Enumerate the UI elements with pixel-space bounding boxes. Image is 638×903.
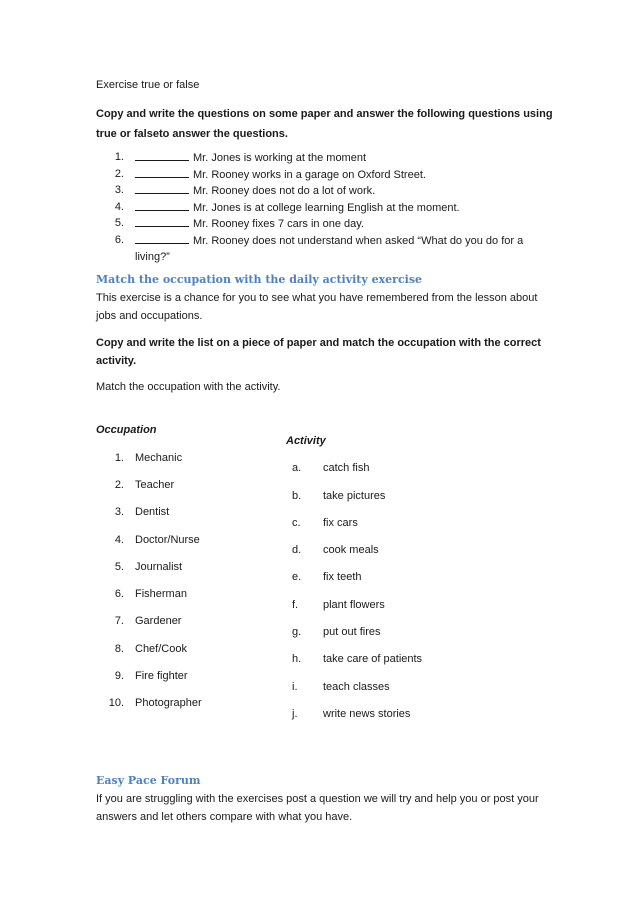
occupation-label: Mechanic: [135, 452, 183, 464]
occupation-number: 3.: [114, 506, 124, 518]
forum-text-line2: answers and let others compare with what you have.: [96, 811, 353, 823]
activity-label: cook meals: [323, 544, 379, 556]
occupation-label: Fire fighter: [135, 670, 188, 682]
activity-label: write news stories: [323, 708, 411, 720]
occupation-label: Chef/Cook: [135, 643, 187, 655]
occupation-number: 4.: [114, 534, 124, 546]
question-text: Mr. Rooney works in a garage on Oxford Street.: [193, 169, 426, 181]
answer-blank: [135, 233, 189, 244]
match-subinstruction: Match the occupation with the activity.: [96, 381, 281, 393]
occupation-label: Fisherman: [135, 588, 187, 600]
activity-letter: f.: [292, 599, 299, 611]
occupation-label: Teacher: [135, 479, 175, 491]
occupation-label: Dentist: [135, 506, 170, 518]
activity-label: take pictures: [323, 490, 386, 502]
question-text-continuation: living?”: [135, 251, 170, 263]
question-number: 6.: [114, 234, 124, 246]
activity-label: put out fires: [323, 626, 381, 638]
question-number: 2.: [114, 168, 124, 180]
activity-label: plant flowers: [323, 599, 385, 611]
occupation-number: 5.: [114, 561, 124, 573]
occupation-label: Doctor/Nurse: [135, 534, 200, 546]
activity-column-header: Activity: [286, 435, 326, 447]
match-instruction-line2: activity.: [96, 355, 137, 367]
occupation-number: 6.: [114, 588, 124, 600]
forum-section-heading: Easy Pace Forum: [96, 774, 201, 787]
answer-blank: [135, 150, 189, 161]
exercise-instruction-line1: Copy and write the questions on some paper and answer the following questions using: [96, 108, 553, 120]
occupation-number: 7.: [114, 615, 124, 627]
exercise-title: Exercise true or false: [96, 79, 200, 91]
answer-blank: [135, 183, 189, 194]
answer-blank: [135, 216, 189, 227]
occupation-number: 2.: [114, 479, 124, 491]
activity-label: fix teeth: [323, 571, 362, 583]
forum-text-line1: If you are struggling with the exercises post a question we will try and help you or post your: [96, 793, 539, 805]
activity-letter: i.: [292, 681, 298, 693]
answer-blank: [135, 200, 189, 211]
activity-letter: g.: [292, 626, 302, 638]
match-intro-line1: This exercise is a chance for you to see what you have remembered from the lesson about: [96, 292, 538, 304]
activity-letter: d.: [292, 544, 302, 556]
question-text: Mr. Rooney does not understand when asked “What do you do for a: [193, 235, 524, 247]
activity-letter: h.: [292, 653, 302, 665]
activity-letter: j.: [292, 708, 298, 720]
occupation-number: 10.: [108, 697, 124, 709]
activity-letter: b.: [292, 490, 302, 502]
activity-label: teach classes: [323, 681, 390, 693]
question-number: 4.: [114, 201, 124, 213]
occupation-label: Photographer: [135, 697, 202, 709]
occupation-column-header: Occupation: [96, 424, 157, 436]
activity-letter: c.: [292, 517, 301, 529]
activity-label: take care of patients: [323, 653, 423, 665]
activity-letter: a.: [292, 462, 302, 474]
question-text: Mr. Rooney fixes 7 cars in one day.: [193, 218, 364, 230]
occupation-label: Journalist: [135, 561, 183, 573]
question-text: Mr. Rooney does not do a lot of work.: [193, 185, 376, 197]
occupation-number: 9.: [114, 670, 124, 682]
question-number: 5.: [114, 217, 124, 229]
activity-letter: e.: [292, 571, 302, 583]
question-number: 1.: [114, 151, 124, 163]
match-intro-line2: jobs and occupations.: [96, 310, 203, 322]
match-instruction-line1: Copy and write the list on a piece of paper and match the occupation with the correct: [96, 337, 541, 349]
question-number: 3.: [114, 184, 124, 196]
question-text: Mr. Jones is working at the moment: [193, 152, 367, 164]
exercise-instruction-line2: true or falseto answer the questions.: [96, 128, 288, 140]
match-section-heading: Match the occupation with the daily activity exercise: [96, 273, 423, 286]
activity-label: catch fish: [323, 462, 370, 474]
activity-label: fix cars: [323, 517, 358, 529]
occupation-label: Gardener: [135, 615, 182, 627]
question-text: Mr. Jones is at college learning English at the moment.: [193, 202, 460, 214]
occupation-number: 1.: [114, 452, 124, 464]
occupation-number: 8.: [114, 643, 124, 655]
answer-blank: [135, 167, 189, 178]
